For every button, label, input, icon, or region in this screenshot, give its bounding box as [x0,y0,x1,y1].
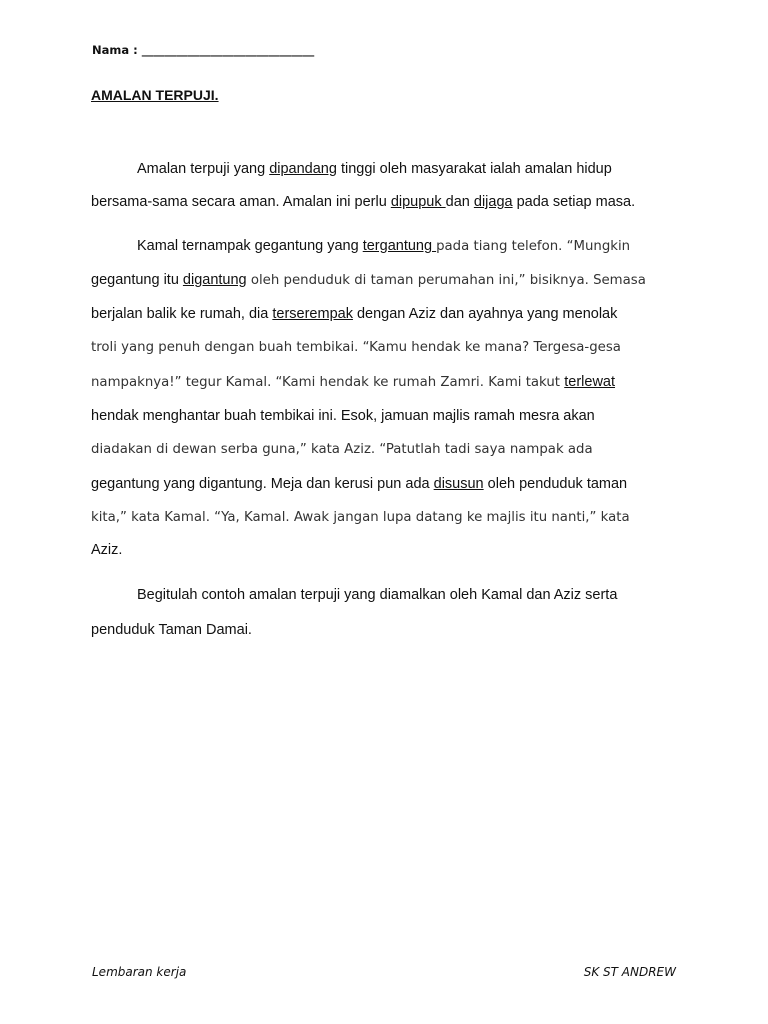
underlined-word: disusun [433,476,484,492]
paragraph-line: troli yang penuh dengan buah tembikai. “Kamu hendak ke mana? Tergesa-gesa [91,340,621,355]
paragraph-line [91,374,615,390]
paragraph-line: penduduk Taman Damai. [91,622,252,638]
underlined-word: terserempak [272,306,353,322]
text-segment: gegantung yang digantung. Meja dan kerusi pun ada [91,476,434,492]
paragraph-line: kita,” kata Kamal. “Ya, Kamal. Awak jangan lupa datang ke majlis itu nanti,” kata [91,510,630,525]
text-segment: bersama-sama secara aman. Amalan ini perlu [91,194,391,210]
underlined-word: dipupuk [390,194,446,210]
footer-right: SK ST ANDREW [583,965,676,979]
text-segment: dan [445,194,474,210]
text-segment: Kamal ternampak gegantung yang [137,238,363,254]
underlined-word: terlewat [564,374,616,390]
underlined-word: dipandang [269,161,337,177]
text-segment: gegantung itu [91,272,183,288]
footer-left: Lembaran kerja [92,965,187,979]
name-field-label: Nama : ______________________________ [92,43,315,57]
paragraph-line [137,238,630,254]
text-segment: nampaknya!” tegur Kamal. “Kami hendak ke rumah Zamri. Kami takut [91,375,565,390]
paragraph-line [91,476,627,492]
text-segment: tinggi oleh masyarakat ialah amalan hidup [336,161,612,177]
paragraph-line [91,194,635,210]
paragraph-line: Begitulah contoh amalan terpuji yang diamalkan oleh Kamal dan Aziz serta [137,587,618,603]
paragraph-line: Aziz. [91,542,123,558]
underlined-word: tergantung [362,238,437,254]
page-title: AMALAN TERPUJI. [91,87,219,103]
text-segment: oleh penduduk di taman perumahan ini,” bisiknya. Semasa [246,273,646,288]
underlined-word: dijaga [473,194,513,210]
text-segment: berjalan balik ke rumah, dia [91,306,273,322]
underlined-word: digantung [182,272,247,288]
paragraph-line [137,161,612,177]
text-segment: Amalan terpuji yang [137,161,270,177]
text-segment: pada setiap masa. [512,194,636,210]
text-segment: oleh penduduk taman [483,476,628,492]
paragraph-line: diadakan di dewan serba guna,” kata Aziz. “Patutlah tadi saya nampak ada [91,442,593,457]
paragraph-line [91,306,617,322]
paragraph-line: hendak menghantar buah tembikai ini. Esok, jamuan majlis ramah mesra akan [91,408,595,424]
paragraph-line [91,272,646,288]
text-segment: dengan Aziz dan ayahnya yang menolak [352,306,618,322]
text-segment: pada tiang telefon. “Mungkin [436,239,631,254]
